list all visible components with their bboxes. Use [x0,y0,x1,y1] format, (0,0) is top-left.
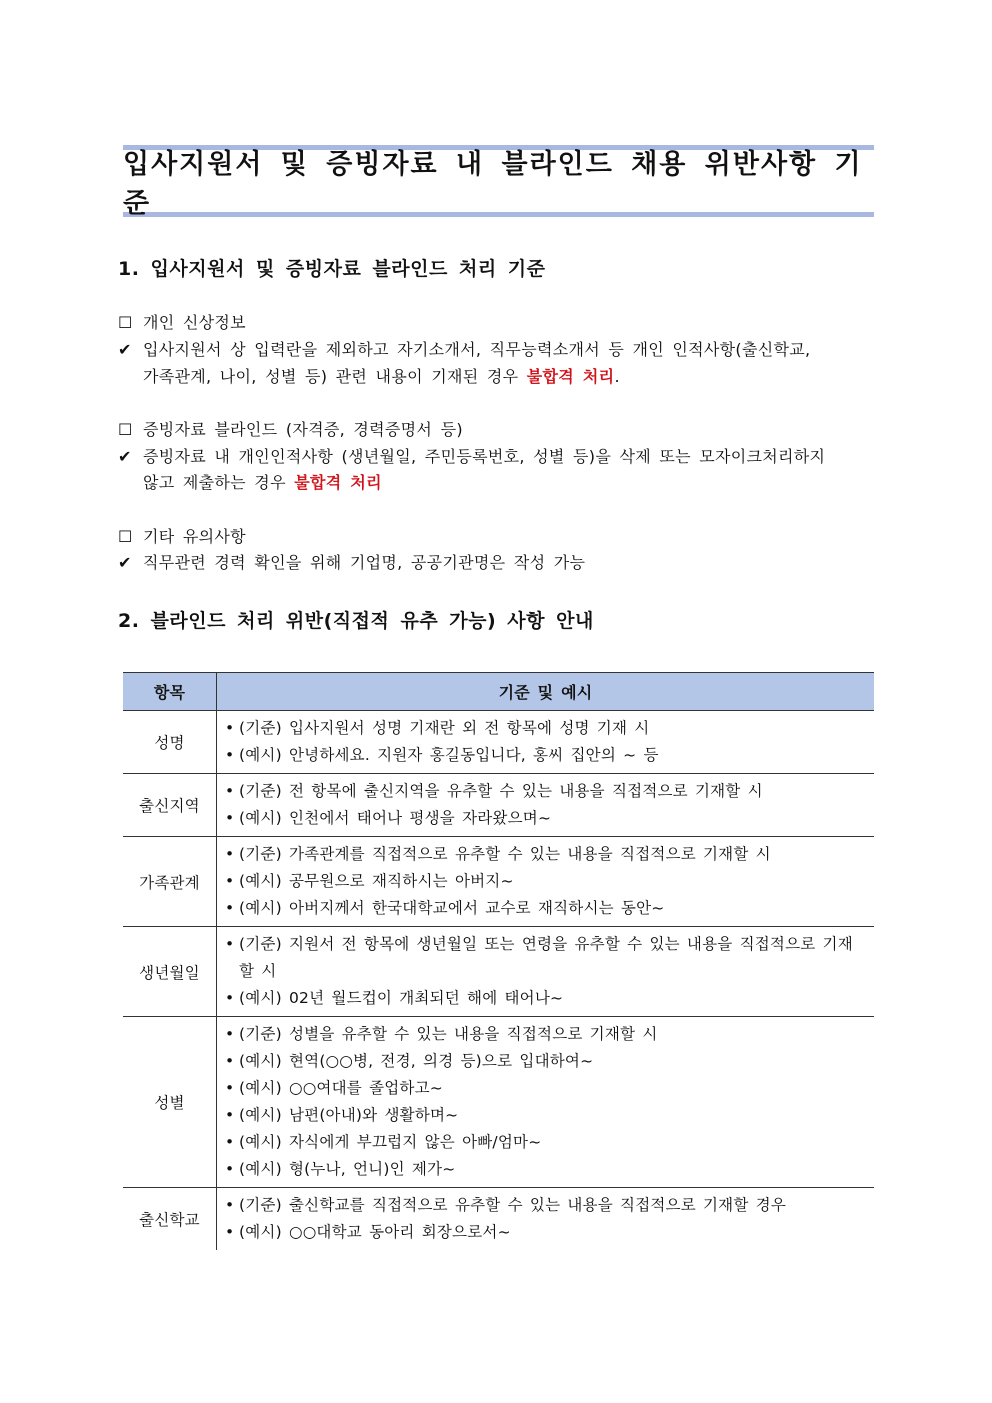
bullet-text: (기준) 출신학교를 직접적으로 유추할 수 있는 내용을 직접적으로 기재할 경우 [239,1196,787,1214]
bullet-icon: • [225,1025,235,1043]
block1-text2: 가족관계, 나이, 성별 등) 관련 내용이 기재된 경우 [143,367,527,386]
bullet-line [225,868,868,895]
row-item: 출신지역 [123,774,217,837]
bullet-text: (기준) 지원서 전 항목에 생년월일 또는 연령을 유추할 수 있는 내용을 직접적으로 기재할 시 [239,935,853,980]
bullet-line [225,1048,868,1075]
bullet-icon: • [225,1133,235,1151]
row-criteria [217,774,875,837]
bullet-icon: • [225,1160,235,1178]
block1-heading: 개인 신상정보 [143,313,246,332]
bullet-text: (예시) ○○대학교 동아리 회장으로서~ [239,1223,511,1241]
block1-line2 [118,364,620,390]
block2-text2: 않고 제출하는 경우 [143,473,295,492]
row-item: 출신학교 [123,1188,217,1251]
block3-heading: 기타 유의사항 [143,527,246,546]
bullet-text: (예시) 02년 월드컵이 개최되던 해에 태어나~ [239,989,564,1007]
bullet-line [225,1219,868,1246]
bullet-text: (예시) 현역(○○병, 전경, 의경 등)으로 입대하여~ [239,1052,594,1070]
checkmark-icon: ✔ [118,447,132,466]
row-item: 생년월일 [123,927,217,1017]
block1-line1 [118,337,810,363]
bullet-text: (기준) 성별을 유추할 수 있는 내용을 직접적으로 기재할 시 [239,1025,658,1043]
checkbox-icon: ☐ [118,420,133,439]
block2-line1 [118,444,825,470]
table-row [123,774,874,837]
bullet-text: (예시) 형(누나, 언니)인 제가~ [239,1160,456,1178]
bullet-line [225,931,868,985]
table-row [123,1017,874,1188]
bullet-text: (기준) 가족관계를 직접적으로 유추할 수 있는 내용을 직접적으로 기재할 시 [239,845,771,863]
table-header-row [123,673,874,711]
bullet-text: (예시) 공무원으로 재직하시는 아버지~ [239,872,514,890]
block2-heading: 증빙자료 블라인드 (자격증, 경력증명서 등) [143,420,463,439]
block1-text2-end: . [614,367,620,386]
bullet-icon: • [225,782,235,800]
checkmark-icon: ✔ [118,340,132,359]
block2-line2 [118,470,382,496]
row-criteria [217,711,875,774]
bullet-text: (예시) 인천에서 태어나 평생을 자라왔으며~ [239,809,552,827]
bullet-text: (예시) 아버지께서 한국대학교에서 교수로 재직하시는 동안~ [239,899,665,917]
block3-line1 [118,550,585,576]
bullet-icon: • [225,872,235,890]
row-criteria [217,837,875,927]
block2-heading-line [118,417,463,443]
row-criteria [217,1188,875,1251]
block1-reject-text: 불합격 처리 [526,367,615,386]
block2-reject-text: 불합격 처리 [294,473,382,492]
title-box [123,145,874,217]
bullet-icon: • [225,1106,235,1124]
bullet-icon: • [225,1079,235,1097]
bullet-icon: • [225,1223,235,1241]
bullet-text: (예시) 남편(아내)와 생활하며~ [239,1106,459,1124]
bullet-line [225,805,868,832]
col-header-item: 항목 [123,673,217,711]
bullet-icon: • [225,746,235,764]
checkbox-icon: ☐ [118,527,133,546]
criteria-table [123,672,874,1250]
row-criteria [217,927,875,1017]
bullet-text: (예시) ○○여대를 졸업하고~ [239,1079,443,1097]
col-header-criteria: 기준 및 예시 [217,673,875,711]
bullet-line [225,985,868,1012]
bullet-line [225,778,868,805]
bullet-line [225,1021,868,1048]
checkmark-icon: ✔ [118,553,132,572]
bullet-text: (예시) 안녕하세요. 지원자 홍길동입니다, 홍씨 집안의 ~ 등 [239,746,659,764]
section1-heading: 1. 입사지원서 및 증빙자료 블라인드 처리 기준 [118,258,546,280]
bullet-line [225,1075,868,1102]
bullet-line [225,841,868,868]
bullet-icon: • [225,809,235,827]
table-row [123,1188,874,1251]
block2-text1: 증빙자료 내 개인인적사항 (생년월일, 주민등록번호, 성별 등)을 삭제 또는 모자이크처리하지 [143,447,826,466]
bullet-icon: • [225,989,235,1007]
document-title: 입사지원서 및 증빙자료 내 블라인드 채용 위반사항 기준 [123,149,863,219]
bullet-text: (기준) 전 항목에 출신지역을 유추할 수 있는 내용을 직접적으로 기재할 시 [239,782,763,800]
bullet-line [225,1102,868,1129]
block1-heading-line [118,310,246,336]
table-row [123,711,874,774]
bullet-line [225,895,868,922]
section2-heading: 2. 블라인드 처리 위반(직접적 유추 가능) 사항 안내 [118,610,594,632]
checkbox-icon: ☐ [118,313,133,332]
row-item: 성별 [123,1017,217,1188]
bullet-icon: • [225,845,235,863]
bullet-icon: • [225,899,235,917]
block3-text1: 직무관련 경력 확인을 위해 기업명, 공공기관명은 작성 가능 [143,553,586,572]
bullet-text: (기준) 입사지원서 성명 기재란 외 전 항목에 성명 기재 시 [239,719,650,737]
table-row [123,927,874,1017]
bullet-icon: • [225,935,235,953]
bullet-line [225,715,868,742]
table-row [123,837,874,927]
bullet-text: (예시) 자식에게 부끄럽지 않은 아빠/엄마~ [239,1133,542,1151]
row-item: 가족관계 [123,837,217,927]
bullet-line [225,1156,868,1183]
bullet-line [225,1129,868,1156]
bullet-icon: • [225,1052,235,1070]
bullet-icon: • [225,1196,235,1214]
block3-heading-line [118,524,246,550]
bullet-line [225,1192,868,1219]
block1-text1: 입사지원서 상 입력란을 제외하고 자기소개서, 직무능력소개서 등 개인 인적사항(출신학교, [143,340,811,359]
bullet-line [225,742,868,769]
row-item: 성명 [123,711,217,774]
row-criteria [217,1017,875,1188]
bullet-icon: • [225,719,235,737]
